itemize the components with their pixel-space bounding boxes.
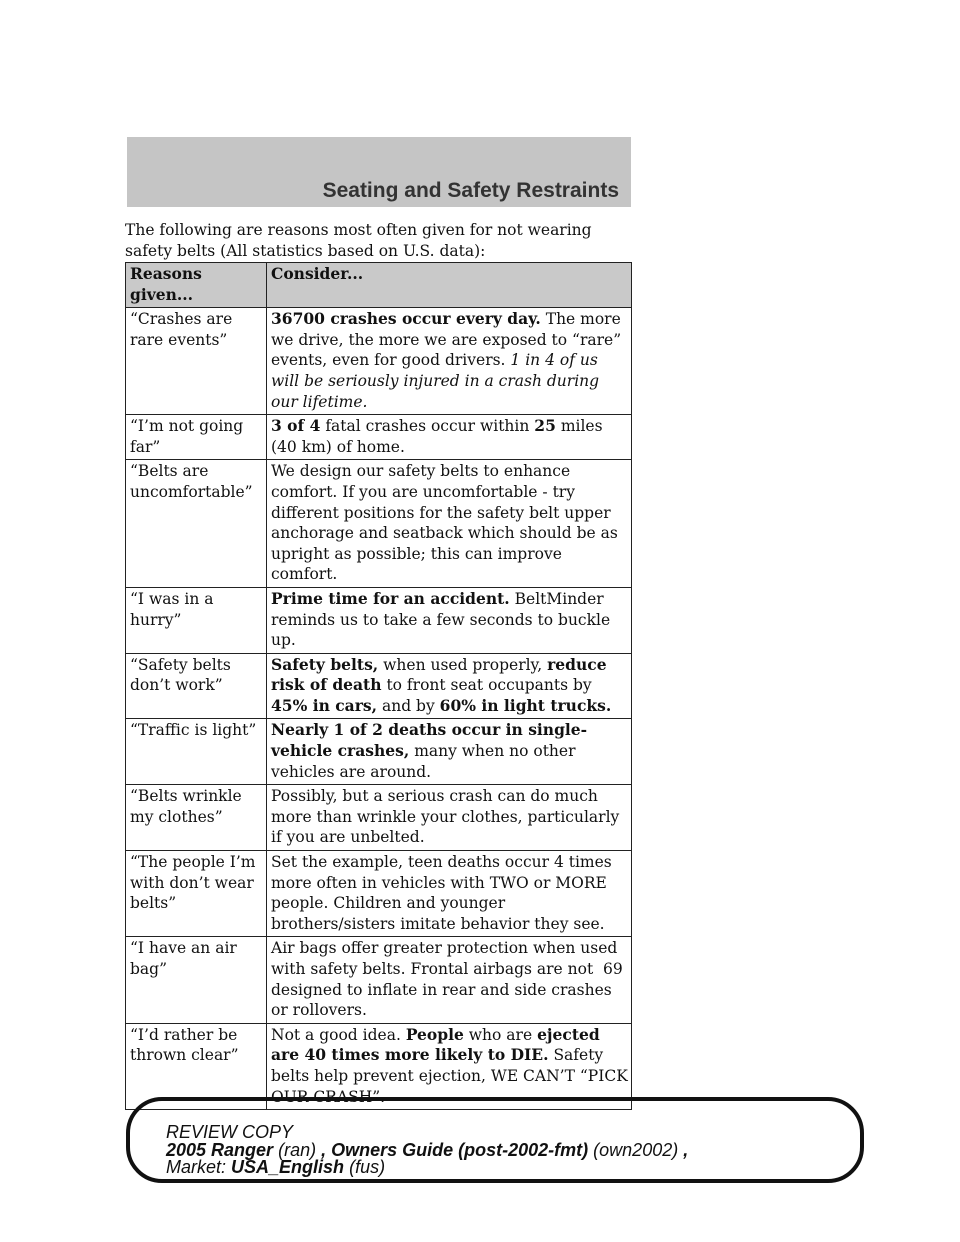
header-reasons-given: Reasons given... (126, 263, 267, 308)
consider-run: Nearly 1 of 2 deaths occur in single-vehicle crashes, (271, 720, 588, 761)
consider-cell (267, 851, 632, 937)
footer-model-run: (own2002) (593, 1139, 679, 1160)
reason-cell: “Safety belts don’t work” (126, 653, 267, 719)
consider-run: Safety belts, (271, 654, 379, 674)
consider-run: We design our safety belts to enhance comfort. If you are uncomfortable - try different positions for the safety belt upper anchorage and seatback which should be as upright as possible; this can improve comfort. (271, 462, 618, 584)
reason-cell: “I’d rather be thrown clear” (126, 1023, 267, 1109)
footer-model-run: (ran) (278, 1139, 317, 1160)
consider-cell (267, 460, 632, 588)
footer-market-run: (fus) (349, 1157, 386, 1177)
consider-run: and by (381, 696, 435, 715)
consider-run: The more we drive, the more we are exposed to “rare” events, even for good drivers. (271, 310, 622, 370)
consider-run: BeltMinder reminds us to take a few seconds to buckle up. (271, 589, 611, 650)
consider-cell (267, 415, 632, 460)
table-row (126, 587, 632, 653)
consider-cell (267, 587, 632, 653)
intro-paragraph: The following are reasons most often given for not wearing safety belts (All statistics based on U.S. data): (125, 221, 592, 260)
reason-cell: “I have an air bag” (126, 937, 267, 1023)
consider-cell (267, 653, 632, 719)
consider-run: many when no other vehicles are around. (271, 742, 576, 781)
consider-run: Prime time for an accident. (271, 588, 510, 608)
consider-run: ejected are 40 times more likely to DIE. (271, 1024, 600, 1065)
table-row (126, 415, 632, 460)
footer-model-run: 2005 Ranger (166, 1139, 274, 1160)
consider-run: Safety belts help prevent ejection, WE CAN’T “PICK OUR CRASH”. (271, 1046, 628, 1106)
consider-run: 1 in 4 of us will be seriously injured in a crash during our lifetime. (271, 351, 600, 411)
table-header-row (126, 263, 632, 308)
table-body (126, 308, 632, 1110)
footer-market-run: Market: (166, 1157, 227, 1177)
footer-model-run: , (683, 1139, 689, 1160)
footer-line-review: REVIEW COPY (166, 1122, 294, 1142)
footer-line-market (166, 1159, 688, 1177)
table-row (126, 719, 632, 785)
reasons-table (125, 262, 632, 1110)
header-consider: Consider... (267, 263, 632, 308)
consider-cell (267, 308, 632, 415)
table-row (126, 851, 632, 937)
consider-cell (267, 785, 632, 851)
consider-run: Not a good idea. (271, 1025, 401, 1044)
table-row (126, 460, 632, 588)
consider-run: 25 (534, 416, 556, 436)
section-title: Seating and Safety Restraints (322, 179, 619, 202)
consider-run: 3 of 4 (271, 416, 321, 436)
consider-run: who are (468, 1025, 533, 1044)
consider-run: when used properly, (383, 655, 543, 674)
consider-run: to front seat occupants by (386, 676, 592, 695)
consider-run: Air bags offer greater protection when used with safety belts. Frontal airbags are not designed to inflate in rear and side crashes or rollovers. (271, 939, 618, 1020)
table-row (126, 653, 632, 719)
consider-run: 36700 crashes occur every day. (271, 309, 541, 329)
review-footer-text (166, 1124, 688, 1177)
table-row (126, 308, 632, 415)
reason-cell: “Traffic is light” (126, 719, 267, 785)
consider-run: fatal crashes occur within (325, 417, 530, 436)
section-header-band (127, 137, 631, 207)
consider-cell (267, 937, 632, 1023)
footer-model-run: , Owners Guide (post-2002-fmt) (321, 1139, 589, 1160)
reason-cell: “I’m not going far” (126, 415, 267, 460)
reason-cell: “I was in a hurry” (126, 587, 267, 653)
table-row (126, 937, 632, 1023)
consider-cell (267, 719, 632, 785)
consider-run: 60% in light trucks. (439, 695, 612, 715)
table-row (126, 785, 632, 851)
reason-cell: “The people I’m with don’t wear belts” (126, 851, 267, 937)
consider-run: miles (40 km) of home. (271, 417, 603, 456)
consider-run: Set the example, teen deaths occur 4 times more often in vehicles with TWO or MORE people. Children and younger brothers/sisters imitate behavior they see. (271, 853, 612, 933)
reason-cell: “Crashes are rare events” (126, 308, 267, 415)
reason-cell: “Belts wrinkle my clothes” (126, 785, 267, 851)
reason-cell: “Belts are uncomfortable” (126, 460, 267, 588)
page-number: 69 (603, 960, 623, 978)
consider-run: Possibly, but a serious crash can do much more than wrinkle your clothes, particularly if you are unbelted. (271, 787, 620, 847)
footer-market-run: USA_English (231, 1157, 345, 1177)
consider-run: 45% in cars, (271, 695, 378, 715)
consider-run: reduce risk of death (271, 654, 607, 695)
consider-run: People (405, 1024, 464, 1044)
